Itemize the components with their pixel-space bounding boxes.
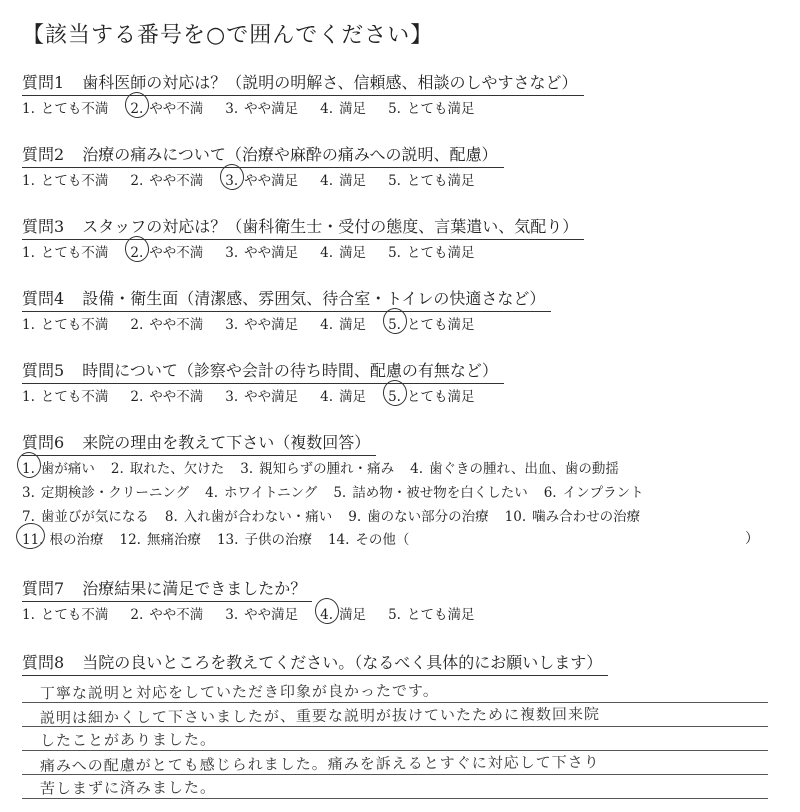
option-2[interactable] [111,457,224,477]
option-label: 根の治療 [49,532,104,548]
option-number: 5. [388,389,401,405]
option-number: 1. [22,461,35,477]
answer-line [22,750,768,751]
option-number: 1. [22,101,35,117]
option-3[interactable] [217,528,312,548]
option-label: ホワイトニング [224,485,318,501]
option-3[interactable] [225,97,298,117]
question-number: 質問3 [22,217,65,236]
option-4[interactable] [320,385,366,405]
option-label: とても満足 [406,389,475,405]
option-number: 2. [130,173,144,189]
option-label: 満足 [339,317,367,333]
option-label: やや不満 [149,101,204,117]
option-5[interactable] [388,603,474,623]
handwritten-answer-line: 丁寧な説明と対応をしていただき印象が良かったです。 [39,681,439,703]
question-text: 設備・衛生面（清潔感、雰囲気、待合室・トイレの快適さなど） [82,289,546,308]
option-3[interactable] [333,481,527,501]
question-6-row-1 [22,457,635,477]
option-label: 歯が痛い [40,461,95,477]
option-number: 5. [388,101,401,117]
option-5-selected[interactable] [388,385,474,405]
option-number: 1. [22,317,35,333]
option-1-selected[interactable] [22,457,95,477]
close-paren: ） [745,531,759,547]
option-1[interactable] [22,241,108,261]
option-5[interactable] [388,241,474,261]
question-4-title [22,286,551,312]
question-number: 質問4 [22,289,65,308]
option-label: 歯ぐきの腫れ、出血、歯の動揺 [429,461,619,477]
option-label: とても不満 [40,317,109,333]
question-text: 当院の良いところを教えてください。（なるべく具体的にお願いします） [82,653,603,672]
option-label: 詰め物・被せ物を白くしたい [352,485,528,501]
question-4-options [22,313,496,333]
question-text: 治療の痛みについて（治療や麻酔の痛みへの説明、配慮） [82,145,498,164]
option-label: とても満足 [406,173,475,189]
question-1-options [22,97,496,117]
option-5[interactable] [388,169,474,189]
option-number: 1. [22,173,35,189]
question-number: 質問5 [22,361,65,380]
option-5-selected[interactable] [388,313,474,333]
option-label: やや不満 [149,245,204,261]
option-label: やや満足 [244,389,299,405]
option-number: 14. [327,532,350,548]
option-number: 4. [320,317,334,333]
option-label: 満足 [339,245,367,261]
option-label: やや満足 [244,317,299,333]
question-number: 質問7 [22,579,65,598]
option-label: 子供の治療 [244,532,312,548]
option-label: とても満足 [406,245,475,261]
option-number: 4. [320,607,334,623]
option-label: やや満足 [244,101,299,117]
option-number: 4. [320,245,334,261]
option-label: とても不満 [40,389,109,405]
option-number: 3. [225,101,239,117]
option-label: 満足 [339,173,367,189]
option-2[interactable] [165,505,332,525]
question-number: 質問8 [22,653,65,672]
option-number: 3. [225,607,239,623]
option-1[interactable] [22,385,108,405]
option-label: とても不満 [40,607,109,623]
option-number: 3. [240,461,254,477]
option-label: 満足 [339,389,367,405]
option-3[interactable] [240,457,394,477]
option-label: とても満足 [406,317,475,333]
option-1-selected[interactable] [22,528,103,548]
option-number: 1. [22,389,35,405]
option-2-selected[interactable] [130,241,203,261]
option-number: 2. [130,245,144,261]
option-2[interactable] [205,481,317,501]
option-3[interactable] [348,505,488,525]
question-6-row-4 [22,528,425,548]
option-label: やや不満 [149,317,204,333]
question-1-title [22,70,584,96]
option-5[interactable] [388,97,474,117]
handwritten-answer-line: したことがありました。 [39,730,217,750]
option-4[interactable] [320,97,366,117]
option-1[interactable] [22,169,108,189]
option-label: 満足 [339,101,367,117]
option-number: 5. [333,485,347,501]
option-label: 歯並びが気になる [40,509,149,525]
question-5-options [22,385,496,405]
option-number: 3. [22,485,35,501]
option-number: 10. [504,509,527,525]
option-number: 2. [110,461,124,477]
option-label: やや満足 [244,245,299,261]
question-text: 時間について（診察や会計の待ち時間、配慮の有無など） [82,361,498,380]
option-4[interactable] [320,313,366,333]
option-label: 無痛治療 [146,532,201,548]
option-label: とても不満 [40,245,109,261]
option-label: 噛み合わせの治療 [532,509,641,525]
option-label: やや不満 [149,607,204,623]
option-2[interactable] [130,603,203,623]
option-number: 1. [22,245,35,261]
option-label: とても満足 [406,101,475,117]
option-number: 2. [130,317,144,333]
option-number: 12. [119,532,141,548]
question-6-title [22,430,376,456]
option-number: 5. [388,317,401,333]
option-3-selected[interactable] [225,169,298,189]
option-label: とても不満 [40,101,109,117]
option-2[interactable] [119,528,200,548]
option-4[interactable] [320,169,366,189]
option-number: 2. [130,607,144,623]
handwritten-answer-line: 説明は細かくして下さいましたが、重要な説明が抜けていたために複数回来院 [39,705,601,727]
option-1[interactable] [22,97,108,117]
option-number: 11. [22,532,44,548]
option-3[interactable] [225,313,298,333]
option-label: やや満足 [244,173,299,189]
option-2-selected[interactable] [130,97,203,117]
option-number: 4. [205,485,219,501]
option-label: インプラント [562,485,644,501]
question-number: 質問2 [22,145,65,164]
option-label: やや不満 [149,173,204,189]
option-1[interactable] [22,313,108,333]
option-3[interactable] [225,603,298,623]
option-4[interactable] [544,481,644,501]
handwritten-answer-line: 苦しまずに済みました。 [39,778,217,798]
option-4-selected[interactable] [320,603,366,623]
option-label: 定期検診・クリーニング [40,485,190,501]
option-1[interactable] [22,481,189,501]
question-5-title [22,358,504,384]
option-label: その他（ [355,532,410,548]
option-number: 9. [348,509,362,525]
option-label: やや満足 [244,607,299,623]
question-7-options [22,603,496,623]
option-3[interactable] [225,241,298,261]
option-number: 8. [164,509,178,525]
option-4[interactable] [320,241,366,261]
question-text: 歯科医師の対応は？（説明の明解さ、信頼感、相談のしやすさなど） [82,73,578,92]
option-number: 4. [320,173,334,189]
option-4[interactable] [505,505,640,525]
option-label: 入れ歯が合わない・痛い [183,509,333,525]
option-4[interactable] [328,528,409,548]
page-title: 【該当する番号を○で囲んでください】 [22,23,434,48]
question-text: スタッフの対応は？（歯科衛生士・受付の態度、言葉遣い、気配り） [82,217,579,236]
option-1[interactable] [22,505,149,525]
option-label: 歯のない部分の治療 [367,509,489,525]
option-2[interactable] [130,313,203,333]
option-2[interactable] [130,385,203,405]
option-number: 4. [410,461,424,477]
option-1[interactable] [22,603,108,623]
option-number: 1. [22,607,35,623]
question-8-title [22,650,608,676]
option-label: 取れた、欠けた [129,461,225,477]
option-number: 2. [130,389,144,405]
option-label: 満足 [339,607,367,623]
question-3-options [22,241,496,261]
question-2-options [22,169,496,189]
option-3[interactable] [225,385,298,405]
option-number: 4. [320,389,334,405]
option-number: 3. [225,245,239,261]
option-4[interactable] [410,457,619,477]
question-2-title [22,142,504,168]
question-6-row-2 [22,481,660,501]
answer-line [22,798,768,799]
question-6-row-3 [22,505,656,525]
option-number: 13. [216,532,239,548]
option-label: 親知らずの腫れ・痛み [259,461,395,477]
option-label: とても満足 [406,607,475,623]
option-label: やや不満 [149,389,204,405]
option-number: 2. [130,101,144,117]
question-number: 質問6 [22,433,65,452]
option-2[interactable] [130,169,203,189]
question-text: 治療結果に満足できましたか？ [82,579,307,598]
option-number: 7. [22,509,35,525]
option-number: 3. [225,317,239,333]
option-number: 3. [225,389,239,405]
option-number: 5. [388,607,401,623]
option-number: 3. [225,173,239,189]
question-text: 来院の理由を教えて下さい（複数回答） [82,433,371,452]
option-label: とても不満 [40,173,109,189]
option-number: 5. [388,245,401,261]
option-number: 4. [320,101,334,117]
question-number: 質問1 [22,73,65,92]
question-7-title [22,576,312,602]
question-3-title [22,214,584,240]
handwritten-answer-line: 痛みへの配慮がとても感じられました。痛みを訴えるとすぐに対応して下さり [39,753,600,775]
option-number: 6. [543,485,557,501]
option-number: 5. [388,173,401,189]
